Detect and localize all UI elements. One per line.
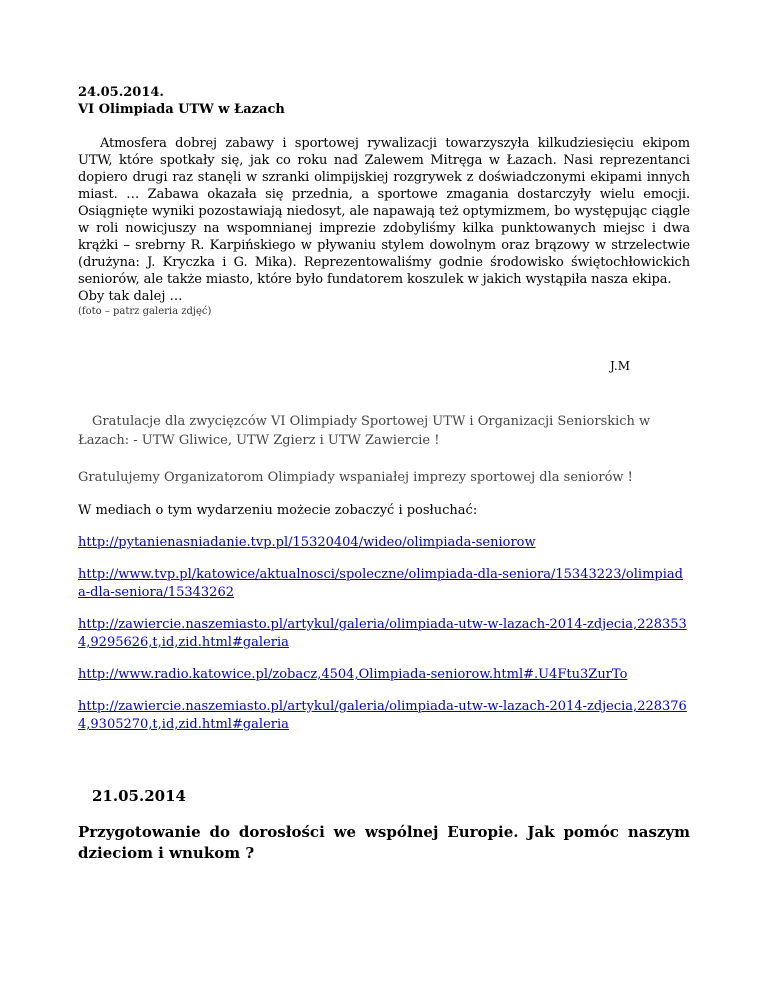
link-tvp-video[interactable]: http://pytanienasniadanie.tvp.pl/15320404/wideo/olimpiada-seniorow bbox=[78, 535, 536, 550]
article-title: VI Olimpiada UTW w Łazach bbox=[78, 102, 285, 117]
document-page bbox=[78, 84, 690, 864]
media-intro: W mediach o tym wydarzeniu możecie zobaczyć i posłuchać: bbox=[78, 503, 478, 518]
link-zawiercie-gallery-2[interactable]: http://zawiercie.naszemiasto.pl/artykul/galeria/olimpiada-utw-w-lazach-2014-zdjecia,2283764,9305270,t,id,zid.html#galeria bbox=[78, 699, 687, 732]
link-tvp-katowice[interactable]: http://www.tvp.pl/katowice/aktualnosci/spoleczne/olimpiada-dla-seniora/15343223/olimpiada-dla-seniora/15343262 bbox=[78, 567, 683, 600]
congratulations-organizers: Gratulujemy Organizatorom Olimpiady wspaniałej imprezy sportowej dla seniorów ! bbox=[78, 470, 633, 485]
link-radio-katowice[interactable]: http://www.radio.katowice.pl/zobacz,4504,Olimpiada-seniorow.html#.U4Ftu3ZurTo bbox=[78, 667, 628, 682]
article-paragraph: Atmosfera dobrej zabawy i sportowej rywalizacji towarzyszyła kilkudziesięciu ekipom UTW, które spotkały się, jak co roku nad Zalewem Mitręga w Łazach. Nasi reprezentanci dopiero drugi raz stanęli w szranki olimpijskiej rozgrywek z doświadczonymi ekipami innych miast. … Zabawa okazała się przednia, a sportowe zmagania dostarczyły wielu emocji. Osiągnięte wyniki pozostawiają niedosyt, ale napawają też optymizmem, bo występując ciągle w roli nowicjuszy na wspomnianej imprezie zdobyliśmy kilka punktowanych miejsc i dwa krążki – srebrny R. Karpińskiego w pływaniu stylem dowolnym oraz brązowy w strzelectwie (drużyna: J. Kryczka i G. Mika). Reprezentowaliśmy godnie środowisko świętochłowickich seniorów, ale także miasto, które było fundatorem koszulek w jakich wystąpiła nasza ekipa. bbox=[78, 136, 690, 287]
author-signature: J.M bbox=[610, 359, 630, 373]
second-article-date: 21.05.2014 bbox=[92, 787, 186, 805]
photo-note: (foto – patrz galeria zdjęć) bbox=[78, 306, 212, 317]
article-closing: Oby tak dalej … bbox=[78, 289, 183, 304]
second-article-title: Przygotowanie do dorosłości we wspólnej Europie. Jak pomóc naszym dzieciom i wnukom ? bbox=[78, 823, 690, 862]
article-date: 24.05.2014. bbox=[78, 85, 164, 100]
congratulations-winners: Gratulacje dla zwycięzców VI Olimpiady Sportowej UTW i Organizacji Seniorskich w Łazach: - UTW Gliwice, UTW Zgierz i UTW Zawiercie ! bbox=[78, 414, 651, 448]
link-zawiercie-gallery-1[interactable]: http://zawiercie.naszemiasto.pl/artykul/galeria/olimpiada-utw-w-lazach-2014-zdjecia,2283534,9295626,t,id,zid.html#galeria bbox=[78, 617, 687, 650]
